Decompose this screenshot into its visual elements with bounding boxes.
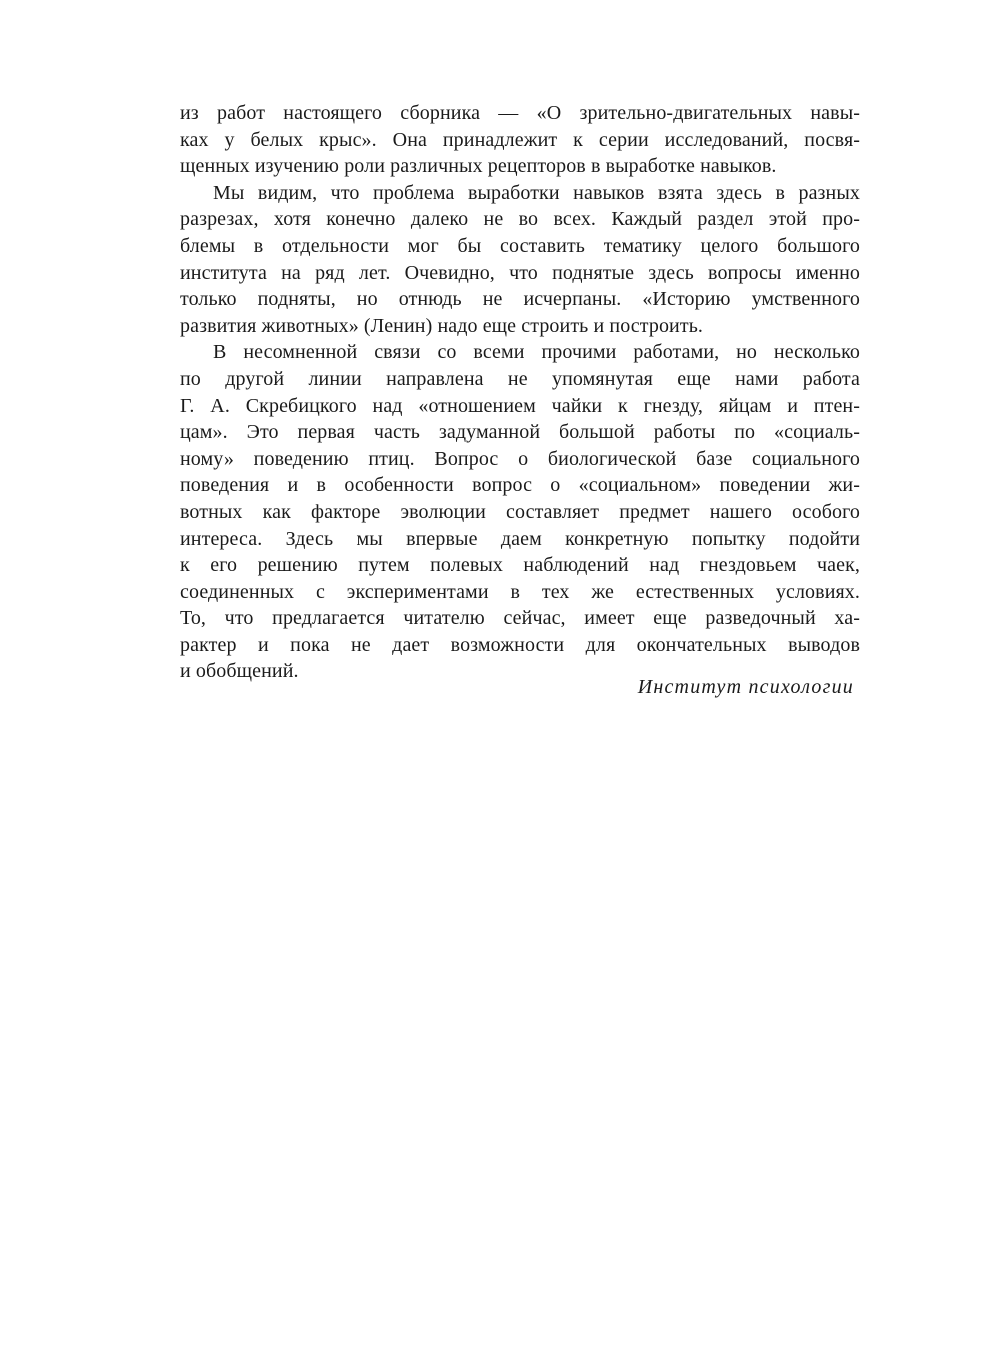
- text-line: То, что предлагается читателю сейчас, имеет еще разведочный ха-: [180, 607, 860, 630]
- text-line: В несомненной связи со всеми прочими работами, но несколько: [213, 341, 860, 364]
- text-line: вотных как факторе эволюции составляет предмет нашего особого: [180, 500, 860, 523]
- text-line: только подняты, но отнюдь не исчерпаны. «Историю умственного: [180, 288, 860, 311]
- text-line: развития животных» (Ленин) надо еще строить и построить.: [180, 314, 704, 337]
- text-line: и обобщений.: [180, 660, 299, 683]
- text-line: соединенных с экспериментами в тех же естественных условиях.: [180, 580, 860, 603]
- text-line: к его решению путем полевых наблюдений над гнездовьем чаек,: [180, 554, 860, 577]
- signature: Институт психологии: [637, 676, 854, 698]
- text-line: интереса. Здесь мы впервые даем конкретную попытку подойти: [180, 527, 860, 550]
- text-line: разрезах, хотя конечно далеко не во всех. Каждый раздел этой про-: [180, 208, 860, 231]
- body-text: [180, 100, 860, 685]
- text-line: цам». Это первая часть задуманной большой работы по «социаль-: [180, 421, 860, 444]
- text-line: ках у белых крыс». Она принадлежит к серии исследований, посвя-: [180, 128, 860, 151]
- paragraph-3: [180, 339, 860, 685]
- text-line: ному» поведению птиц. Вопрос о биологической базе социального: [180, 447, 860, 470]
- text-line: поведения и в особенности вопрос о «социальном» поведении жи-: [180, 474, 860, 497]
- paragraph-1: [180, 100, 860, 180]
- text-line: рактер и пока не дает возможности для окончательных выводов: [180, 633, 860, 656]
- text-line: блемы в отдельности мог бы составить тематику целого большого: [180, 234, 860, 257]
- text-line: Г. А. Скребицкого над «отношением чайки к гнезду, яйцам и птен-: [180, 394, 860, 417]
- text-line: по другой линии направлена не упомянутая еще нами работа: [180, 367, 860, 390]
- text-line: щенных изучению роли различных рецепторов в выработке навыков.: [180, 155, 777, 178]
- text-line: из работ настоящего сборника — «О зрительно-двигательных навы-: [180, 102, 860, 124]
- text-line: института на ряд лет. Очевидно, что поднятые здесь вопросы именно: [180, 261, 860, 284]
- paragraph-2: [180, 180, 860, 340]
- text-line: Мы видим, что проблема выработки навыков взята здесь в разных: [213, 181, 860, 204]
